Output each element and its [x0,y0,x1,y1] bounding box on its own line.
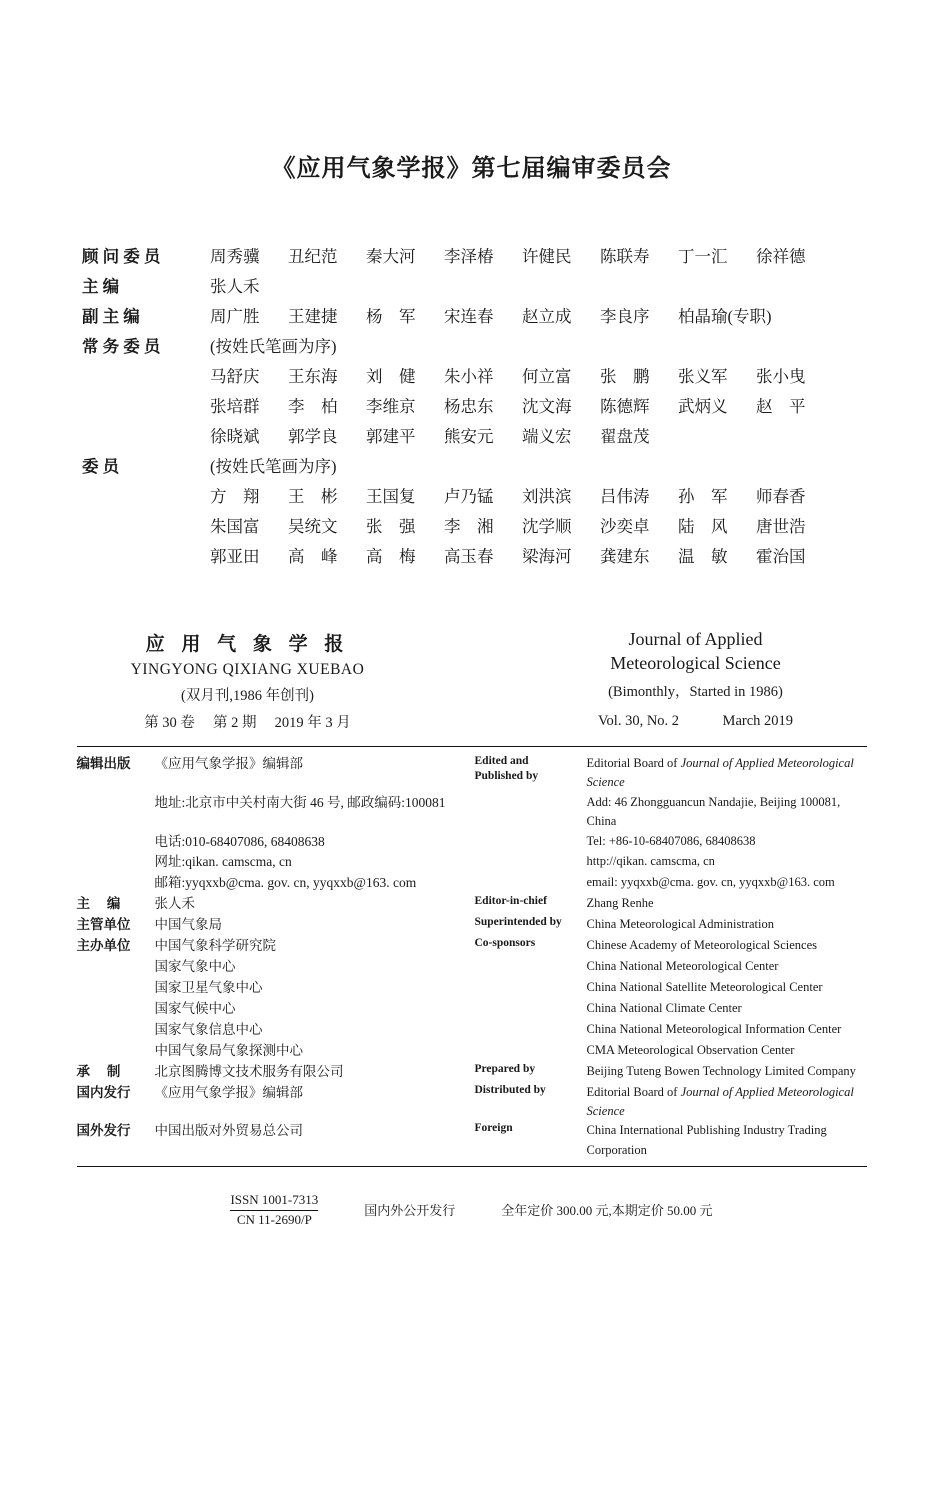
imprint-value-cn: 中国气象局气象探测中心 [154,1042,303,1058]
journal-title-cn: 应 用 气 象 学 报 [145,634,350,655]
imprint-value-en: China Meteorological Administration [586,917,774,932]
committee-row [82,363,883,387]
member-name: 李泽椿 [444,247,494,266]
member-name: 孙 军 [678,487,728,506]
member-name: 马舒庆 [210,367,260,386]
member-name: 沙奕卓 [600,517,650,536]
imprint-value-cn: 《应用气象学报》编辑部 [154,1084,303,1100]
member-name: 陈德辉 [600,397,650,416]
member-name: 赵立成 [522,307,572,326]
member-name: 郭建平 [366,427,416,446]
imprint-value-cn: 《应用气象学报》编辑部 [154,756,303,771]
imprint-value-en: http://qikan. camscma, cn [586,854,715,869]
member-name: 朱小祥 [444,367,494,386]
member-name: 王国复 [366,487,416,506]
journal-issue-cn: 第 30 卷 第 2 期 2019 年 3 月 [144,715,351,731]
imprint-value-en: Editorial Board of Journal of Applied Meteorological Science [586,756,854,790]
committee-name-list [210,243,883,267]
committee-role-label: 副 主 编 [82,307,140,326]
imprint-value-cn: 网址:qikan. camscma, cn [154,854,292,870]
imprint-label-en: Distributed by [474,1083,546,1096]
sort-note: (按姓氏笔画为序) [210,457,337,476]
member-name: 徐祥德 [756,247,806,266]
imprint-label-en: Superintended by [474,916,562,929]
sort-note: (按姓氏笔画为序) [210,337,337,356]
member-name: 赵 平 [756,397,806,416]
member-name: 刘洪滨 [522,487,572,506]
member-name: 周广胜 [210,307,260,326]
member-name: 柏晶瑜(专职) [678,307,772,326]
imprint-label-cn: 承 制 [76,1063,121,1079]
member-name: 吕伟涛 [600,487,650,506]
member-name: 朱国富 [210,517,260,536]
masthead-chinese [83,629,413,732]
committee-name-list [210,363,883,387]
issn-number: ISSN 1001-7313 [230,1191,318,1211]
imprint-label-en: Co-sponsors [474,937,536,950]
member-name: 张义军 [678,367,728,386]
imprint-row [77,1121,867,1160]
member-name: 陈联寿 [600,247,650,266]
member-name: 郭亚田 [210,547,260,566]
member-name: 李良序 [600,307,650,326]
imprint-row [77,915,867,936]
editorial-committee [0,243,943,567]
imprint-value-cn: 国家气象中心 [154,959,236,975]
imprint-value-cn: 国家气候中心 [154,1000,236,1016]
imprint-label-en: Prepared by [474,1062,536,1075]
member-name: 丑纪范 [288,247,338,266]
imprint-row [77,1020,867,1041]
imprint-value-en: Beijing Tuteng Bowen Technology Limited Company [586,1063,856,1078]
member-name: 刘 健 [366,367,416,386]
member-name: 高玉春 [444,547,494,566]
imprint-label-cn: 国外发行 [76,1123,131,1139]
committee-role-label: 常 务 委 员 [82,337,161,356]
member-name: 端义宏 [522,427,572,446]
member-name: 宋连春 [444,307,494,326]
imprint-value-cn: 张人禾 [154,896,195,912]
member-name: 杨忠东 [444,397,494,416]
imprint-value-en: Add: 46 Zhongguancun Nandajie, Beijing 100081, China [586,794,841,829]
masthead-english [531,629,861,732]
member-name: 方 翔 [210,487,260,506]
imprint-value-cn: 邮箱:yyqxxb@cma. gov. cn, yyqxxb@163. com [154,875,417,891]
member-name: 高 梅 [366,547,416,566]
imprint-row [77,1062,867,1083]
price-note: 全年定价 300.00 元,本期定价 50.00 元 [501,1203,713,1219]
imprint-label-en: Foreign [474,1122,513,1135]
committee-row [82,423,883,447]
member-name: 张 强 [366,517,416,536]
committee-row [82,513,883,537]
imprint-label-cn: 主 编 [76,896,121,912]
cn-number: CN 11-2690/P [236,1211,312,1227]
imprint-row [77,1083,867,1122]
member-name: 张 鹏 [600,367,650,386]
imprint-label-cn: 编辑出版 [76,756,131,771]
imprint-value-cn: 国家卫星气象中心 [154,979,263,995]
committee-name-list [210,393,883,417]
imprint-value-cn: 中国气象局 [154,917,222,933]
journal-title-en-line2: Meteorological Science [610,653,781,673]
member-name: 师春香 [756,487,806,506]
member-name: 王 彬 [288,487,338,506]
member-name: 武炳义 [678,397,728,416]
imprint-table [77,746,867,1167]
member-name: 陆 风 [678,517,728,536]
journal-masthead [0,629,943,732]
journal-title-en-line1: Journal of Applied [628,629,763,649]
committee-row [82,303,883,327]
member-name: 霍治国 [756,547,806,566]
committee-name-list [210,423,883,447]
journal-title-pinyin: YINGYONG QIXIANG XUEBAO [130,661,365,678]
committee-name-list [210,303,883,327]
imprint-value-en: China National Meteorological Information Center [586,1021,842,1036]
committee-name-list [210,483,883,507]
imprint-value-en: Editorial Board of Journal of Applied Meteorological Science [586,1084,854,1118]
imprint-value-cn: 中国气象科学研究院 [154,938,276,954]
imprint-value-en: China National Meteorological Center [586,959,779,974]
imprint-row [77,978,867,999]
imprint-value-cn: 地址:北京市中关村南大街 46 号, 邮政编码:100081 [154,794,446,810]
member-name: 张小曳 [756,367,806,386]
member-name: 唐世浩 [756,517,806,536]
imprint-label-cn: 主办单位 [76,938,131,954]
issn-block [230,1191,318,1228]
member-name: 张培群 [210,397,260,416]
imprint-row [77,754,867,793]
committee-row [82,543,883,567]
member-name: 徐晓斌 [210,427,260,446]
imprint-label-en: Edited and Published by [474,755,539,782]
imprint-value-cn: 中国出版对外贸易总公司 [154,1123,303,1139]
journal-frequency-en: (Bimonthly，Started in 1986) [608,684,783,700]
imprint-row [77,873,867,894]
committee-row [82,483,883,507]
committee-row [82,453,883,477]
committee-name-list [210,513,883,537]
imprint-label-cn: 国内发行 [76,1084,131,1100]
member-name: 吴统文 [288,517,338,536]
committee-role-label: 委 员 [82,457,120,476]
member-name: 周秀骥 [210,247,260,266]
member-name: 许健民 [522,247,572,266]
member-name: 李 湘 [444,517,494,536]
imprint-value-cn: 电话:010-68407086, 68408638 [154,833,325,849]
member-name: 李 柏 [288,397,338,416]
member-name: 熊安元 [444,427,494,446]
imprint-label-cn: 主管单位 [76,917,131,933]
member-name: 秦大河 [366,247,416,266]
member-name: 杨 军 [366,307,416,326]
imprint-row [77,957,867,978]
imprint-value-en: China National Satellite Meteorological Center [586,979,823,994]
committee-row [82,333,883,357]
member-name: 沈学顺 [522,517,572,536]
member-name: 何立富 [522,367,572,386]
member-name: 李维京 [366,397,416,416]
journal-frequency-cn: (双月刊,1986 年创刊) [181,688,314,704]
member-name: 龚建东 [600,547,650,566]
imprint-value-cn: 国家气象信息中心 [154,1021,263,1037]
member-name: 丁一汇 [678,247,728,266]
committee-role-label: 主 编 [82,277,120,296]
member-name: 高 峰 [288,547,338,566]
imprint-value-en: CMA Meteorological Observation Center [586,1042,795,1057]
imprint-value-en: Tel: +86-10-68407086, 68408638 [586,833,756,848]
committee-row [82,393,883,417]
committee-name-list [210,543,883,567]
imprint-row [77,832,867,853]
member-name: 王建捷 [288,307,338,326]
committee-name-list [210,333,883,357]
imprint-label-en: Editor-in-chief [474,895,547,908]
imprint-row [77,999,867,1020]
journal-masthead-page [0,148,943,1511]
committee-role-label: 顾 问 委 员 [82,247,161,266]
distribution-note: 国内外公开发行 [364,1203,456,1219]
imprint-row [77,1041,867,1062]
member-name: 沈文海 [522,397,572,416]
imprint-row [77,793,867,832]
imprint-row [77,894,867,915]
member-name: 梁海河 [522,547,572,566]
member-name: 卢乃锰 [444,487,494,506]
imprint-row [77,852,867,873]
committee-row [82,273,883,297]
imprint-value-en: Zhang Renhe [586,896,654,911]
committee-name-list [210,273,883,297]
member-name: 温 敏 [678,547,728,566]
imprint-value-en: China International Publishing Industry Trading Corporation [586,1123,827,1157]
imprint-value-en: Chinese Academy of Meteorological Sciences [586,938,817,953]
imprint-value-en: email: yyqxxb@cma. gov. cn, yyqxxb@163. com [586,875,835,890]
imprint-row [77,936,867,957]
member-name: 郭学良 [288,427,338,446]
imprint-value-cn: 北京图腾博文技术服务有限公司 [154,1063,344,1079]
page-title: 《应用气象学报》第七届编审委员会 [271,153,672,182]
imprint-value-en: China National Climate Center [586,1000,742,1015]
committee-name-list [210,453,883,477]
committee-row [82,243,883,267]
member-name: 翟盘茂 [600,427,650,446]
footer-info [0,1191,943,1228]
journal-issue-en: Vol. 30, No. 2 March 2019 [597,713,794,729]
member-name: 张人禾 [210,277,260,296]
member-name: 王东海 [288,367,338,386]
